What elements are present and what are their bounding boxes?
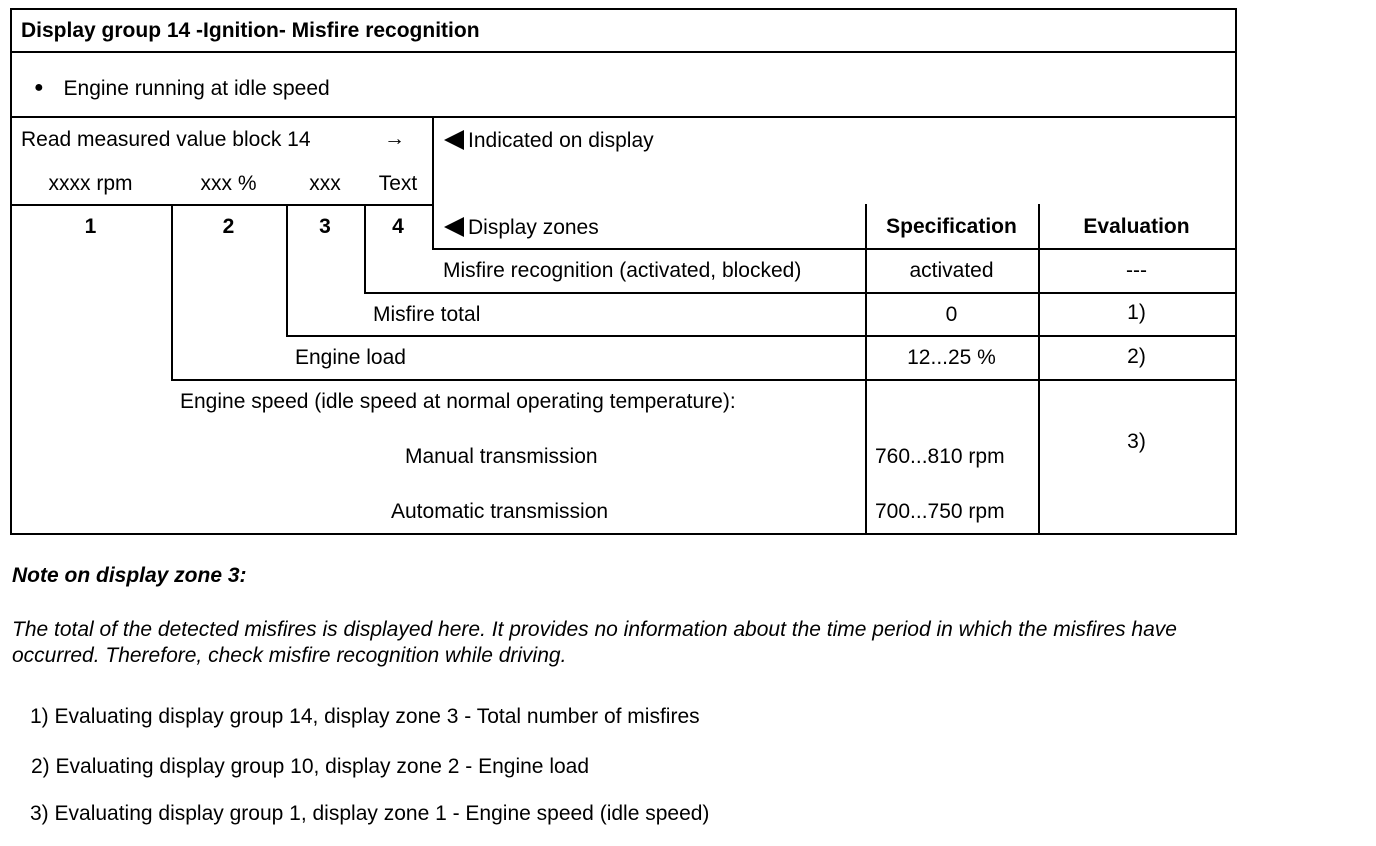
unit-zone-1: xxxx rpm — [48, 172, 133, 195]
title-divider — [10, 51, 1237, 53]
footnote-1: 1) Evaluating display group 14, display zone 3 - Total number of misfires — [30, 705, 700, 728]
row-misfire-recognition-label: Misfire recognition (activated, blocked) — [443, 259, 802, 282]
condition-divider — [10, 116, 1237, 118]
table-border-top — [10, 8, 1237, 10]
unit-zone-3: xxx — [309, 172, 341, 195]
row-auto-label: Automatic transmission — [391, 500, 609, 523]
unit-zone-2: xxx % — [200, 172, 257, 195]
table-border-bottom — [10, 533, 1237, 535]
row-auto-spec: 700...750 rpm — [875, 500, 1005, 523]
note-line-2: occurred. Therefore, check misfire recognition while driving. — [12, 644, 567, 667]
zone-4-leader-h — [364, 292, 1237, 294]
table-border-right — [1235, 8, 1237, 535]
zone-2-leader-h — [171, 379, 1237, 381]
note-line-1: The total of the detected misfires is displayed here. It provides no information about the time period in which the misfires have — [12, 618, 1177, 641]
row-engine-load-label: Engine load — [295, 346, 406, 369]
zone-3-leader-h — [286, 335, 1237, 337]
note-heading: Note on display zone 3: — [12, 564, 247, 587]
units-divider — [10, 204, 434, 206]
row-misfire-recognition-eval: --- — [1126, 259, 1147, 282]
bullet-icon: ● — [34, 79, 44, 96]
zone-header-divider — [432, 248, 1237, 250]
zone-number-4: 4 — [392, 215, 404, 238]
row-misfire-recognition-spec: activated — [909, 259, 994, 282]
arrow-right-icon: → — [384, 127, 405, 150]
row-engine-speed-eval: 3) — [1127, 430, 1146, 453]
row-engine-load-spec: 12...25 % — [907, 346, 996, 369]
eval-col-divider — [1038, 204, 1040, 535]
triangle-left-icon — [444, 130, 464, 150]
footnote-2: 2) Evaluating display group 10, display zone 2 - Engine load — [31, 755, 590, 778]
evaluation-header: Evaluation — [1083, 215, 1190, 238]
indicated-divider — [432, 116, 434, 250]
table-title: Display group 14 -Ignition- Misfire recognition — [21, 19, 480, 42]
row-misfire-total-label: Misfire total — [373, 303, 481, 326]
triangle-left-icon — [444, 217, 464, 237]
indicated-label: Indicated on display — [468, 129, 654, 152]
specification-header: Specification — [886, 215, 1017, 238]
display-zones-label: Display zones — [468, 216, 599, 239]
row-misfire-total-spec: 0 — [945, 303, 958, 326]
footnote-3: 3) Evaluating display group 1, display zone 1 - Engine speed (idle speed) — [30, 802, 710, 825]
row-manual-label: Manual transmission — [405, 445, 598, 468]
row-engine-speed-label: Engine speed (idle speed at normal operating temperature): — [180, 390, 736, 413]
zone-number-2: 2 — [222, 215, 235, 238]
table-border-left — [10, 8, 12, 535]
row-misfire-total-eval: 1) — [1127, 301, 1146, 324]
condition-text: Engine running at idle speed — [63, 77, 330, 100]
indicated-on-display — [444, 129, 654, 153]
row-engine-load-eval: 2) — [1127, 345, 1146, 368]
row-manual-spec: 760...810 rpm — [875, 445, 1005, 468]
unit-zone-4: Text — [378, 172, 418, 195]
zone-number-3: 3 — [319, 215, 331, 238]
condition-item — [34, 77, 330, 103]
zone-number-1: 1 — [84, 215, 97, 238]
display-zones-header — [444, 216, 599, 240]
read-block-label: Read measured value block 14 — [21, 128, 311, 151]
